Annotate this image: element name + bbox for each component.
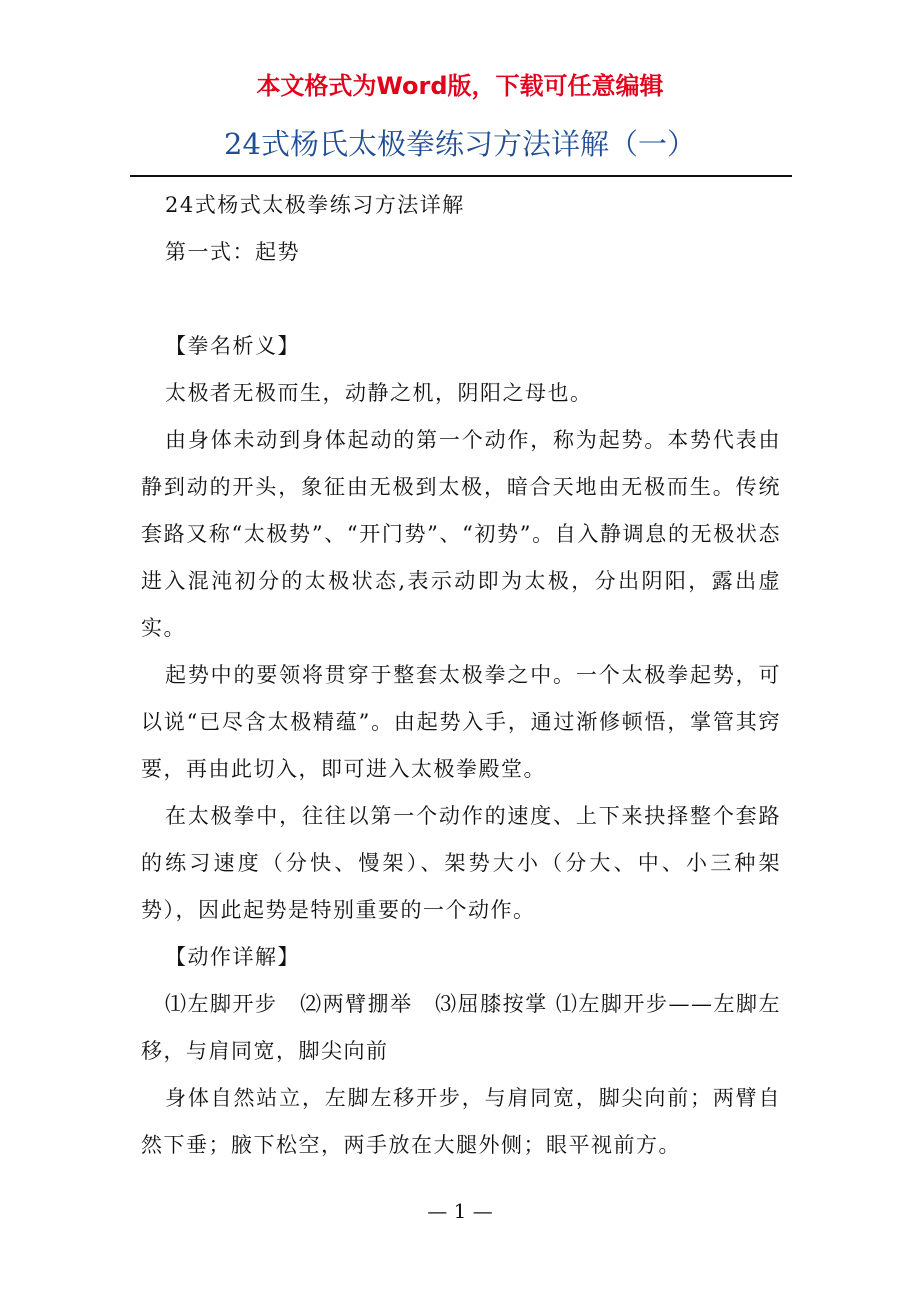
paragraph: 由身体未动到身体起动的第一个动作，称为起势。本势代表由静到动的开头，象征由无极到太极，暗合天地由无极而生。传统套路又称“太极势”、“开门势”、“初势”。自入静调息的无极状态进入混沌初分的太极状态,表示动即为太极，分出阴阳，露出虚实。 xyxy=(141,428,781,640)
word-format-banner: 本文格式为Word版，下载可任意编辑 xyxy=(256,72,664,100)
paragraph: 身体自然站立，左脚左移开步，与肩同宽，脚尖向前；两臂自然下垂；腋下松空，两手放在大腿外侧；眼平视前方。 xyxy=(141,1086,781,1157)
paragraph: ⑴左脚开步 ⑵两臂掤举 ⑶屈膝按掌 ⑴左脚开步——左脚左移，与肩同宽，脚尖向前 xyxy=(141,992,781,1063)
section-heading-detail: 【动作详解】 xyxy=(165,945,300,969)
page-number: — 1 — xyxy=(427,1199,493,1223)
document-title: 24式杨氏太极拳练习方法详解（一） xyxy=(224,127,696,161)
document-body xyxy=(141,182,781,1169)
paragraph: 太极者无极而生，动静之机，阴阳之母也。 xyxy=(165,381,593,405)
subtitle-line: 24式杨式太极拳练习方法详解 xyxy=(165,193,465,217)
section-heading-meaning: 【拳名析义】 xyxy=(165,334,300,358)
form-name-line: 第一式：起势 xyxy=(165,240,300,264)
title-underline xyxy=(130,175,792,177)
paragraph: 在太极拳中，往往以第一个动作的速度、上下来抉择整个套路的练习速度（分快、慢架）、架势大小（分大、中、小三种架势），因此起势是特别重要的一个动作。 xyxy=(141,804,781,922)
paragraph: 起势中的要领将贯穿于整套太极拳之中。一个太极拳起势，可以说“已尽含太极精蕴”。由起势入手，通过渐修顿悟，掌管其窍要，再由此切入，即可进入太极拳殿堂。 xyxy=(141,663,781,781)
blank-line xyxy=(141,276,781,323)
